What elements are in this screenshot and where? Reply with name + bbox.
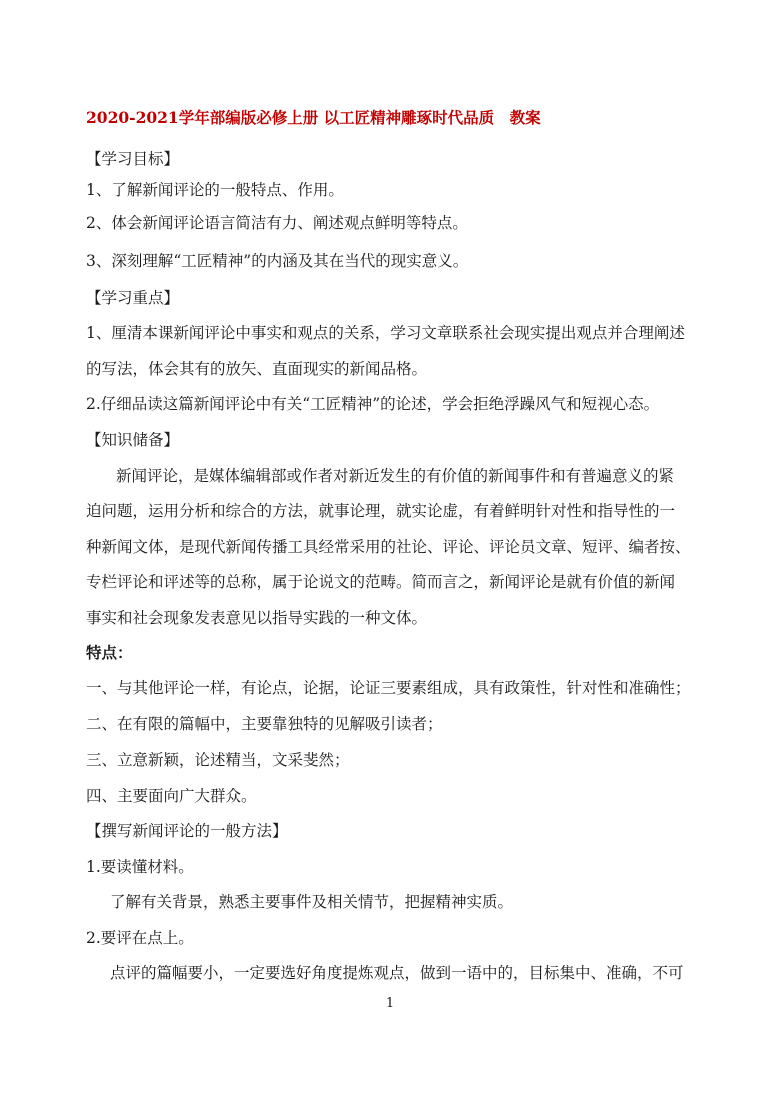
objective-item: 2、体会新闻评论语言简洁有力、阐述观点鲜明等特点。 (86, 214, 468, 232)
method-detail: 了解有关背景，熟悉主要事件及相关情节，把握精神实质。 (110, 893, 514, 911)
feature-item: 四、主要面向广大群众。 (86, 787, 257, 805)
feature-item: 二、在有限的篇幅中，主要靠独特的见解吸引读者； (86, 715, 443, 733)
focus-item: 的写法，体会其有的放矢、直面现实的新闻品格。 (86, 360, 428, 378)
method-detail: 点评的篇幅要小，一定要选好角度提炼观点，做到一语中的，目标集中、准确，不可 (110, 964, 684, 982)
focus-heading: 【学习重点】 (86, 289, 180, 307)
feature-item: 三、立意新颖，论述精当，文采斐然； (86, 751, 350, 769)
knowledge-paragraph-line: 新闻评论，是媒体编辑部或作者对新近发生的有价值的新闻事件和有普遍意义的紧 (116, 467, 675, 485)
objectives-heading: 【学习目标】 (86, 150, 180, 168)
knowledge-paragraph-line: 事实和社会现象发表意见以指导实践的一种文体。 (86, 609, 428, 627)
method-heading: 【撰写新闻评论的一般方法】 (86, 822, 288, 840)
feature-item: 一、与其他评论一样，有论点，论据，论证三要素组成，具有政策性，针对性和准确性； (86, 679, 691, 697)
knowledge-paragraph-line: 专栏评论和评述等的总称，属于论说文的范畴。简而言之，新闻评论是就有价值的新闻 (86, 573, 676, 591)
document-title: 2020-2021学年部编版必修上册 以工匠精神雕琢时代品质 教案 (86, 108, 541, 127)
focus-item: 2.仔细品读这篇新闻评论中有关“工匠精神”的论述，学会拒绝浮躁风气和短视心态。 (86, 395, 660, 413)
objective-item: 1、了解新闻评论的一般特点、作用。 (86, 181, 344, 199)
objective-item: 3、深刻理解“工匠精神”的内涵及其在当代的现实意义。 (86, 252, 469, 270)
focus-item: 1、厘清本课新闻评论中事实和观点的关系，学习文章联系社会现实提出观点并合理阐述 (86, 324, 685, 342)
knowledge-paragraph-line: 种新闻文体，是现代新闻传播工具经常采用的社论、评论、评论员文章、短评、编者按、 (86, 538, 691, 556)
method-item: 2.要评在点上。 (86, 929, 194, 947)
page-number: 1 (385, 996, 395, 1011)
knowledge-heading: 【知识储备】 (86, 431, 180, 449)
knowledge-paragraph-line: 迫问题，运用分析和综合的方法，就事论理，就实论虚，有着鲜明针对性和指导性的一 (86, 502, 676, 520)
method-item: 1.要读懂材料。 (86, 858, 194, 876)
features-heading: 特点： (86, 643, 133, 662)
